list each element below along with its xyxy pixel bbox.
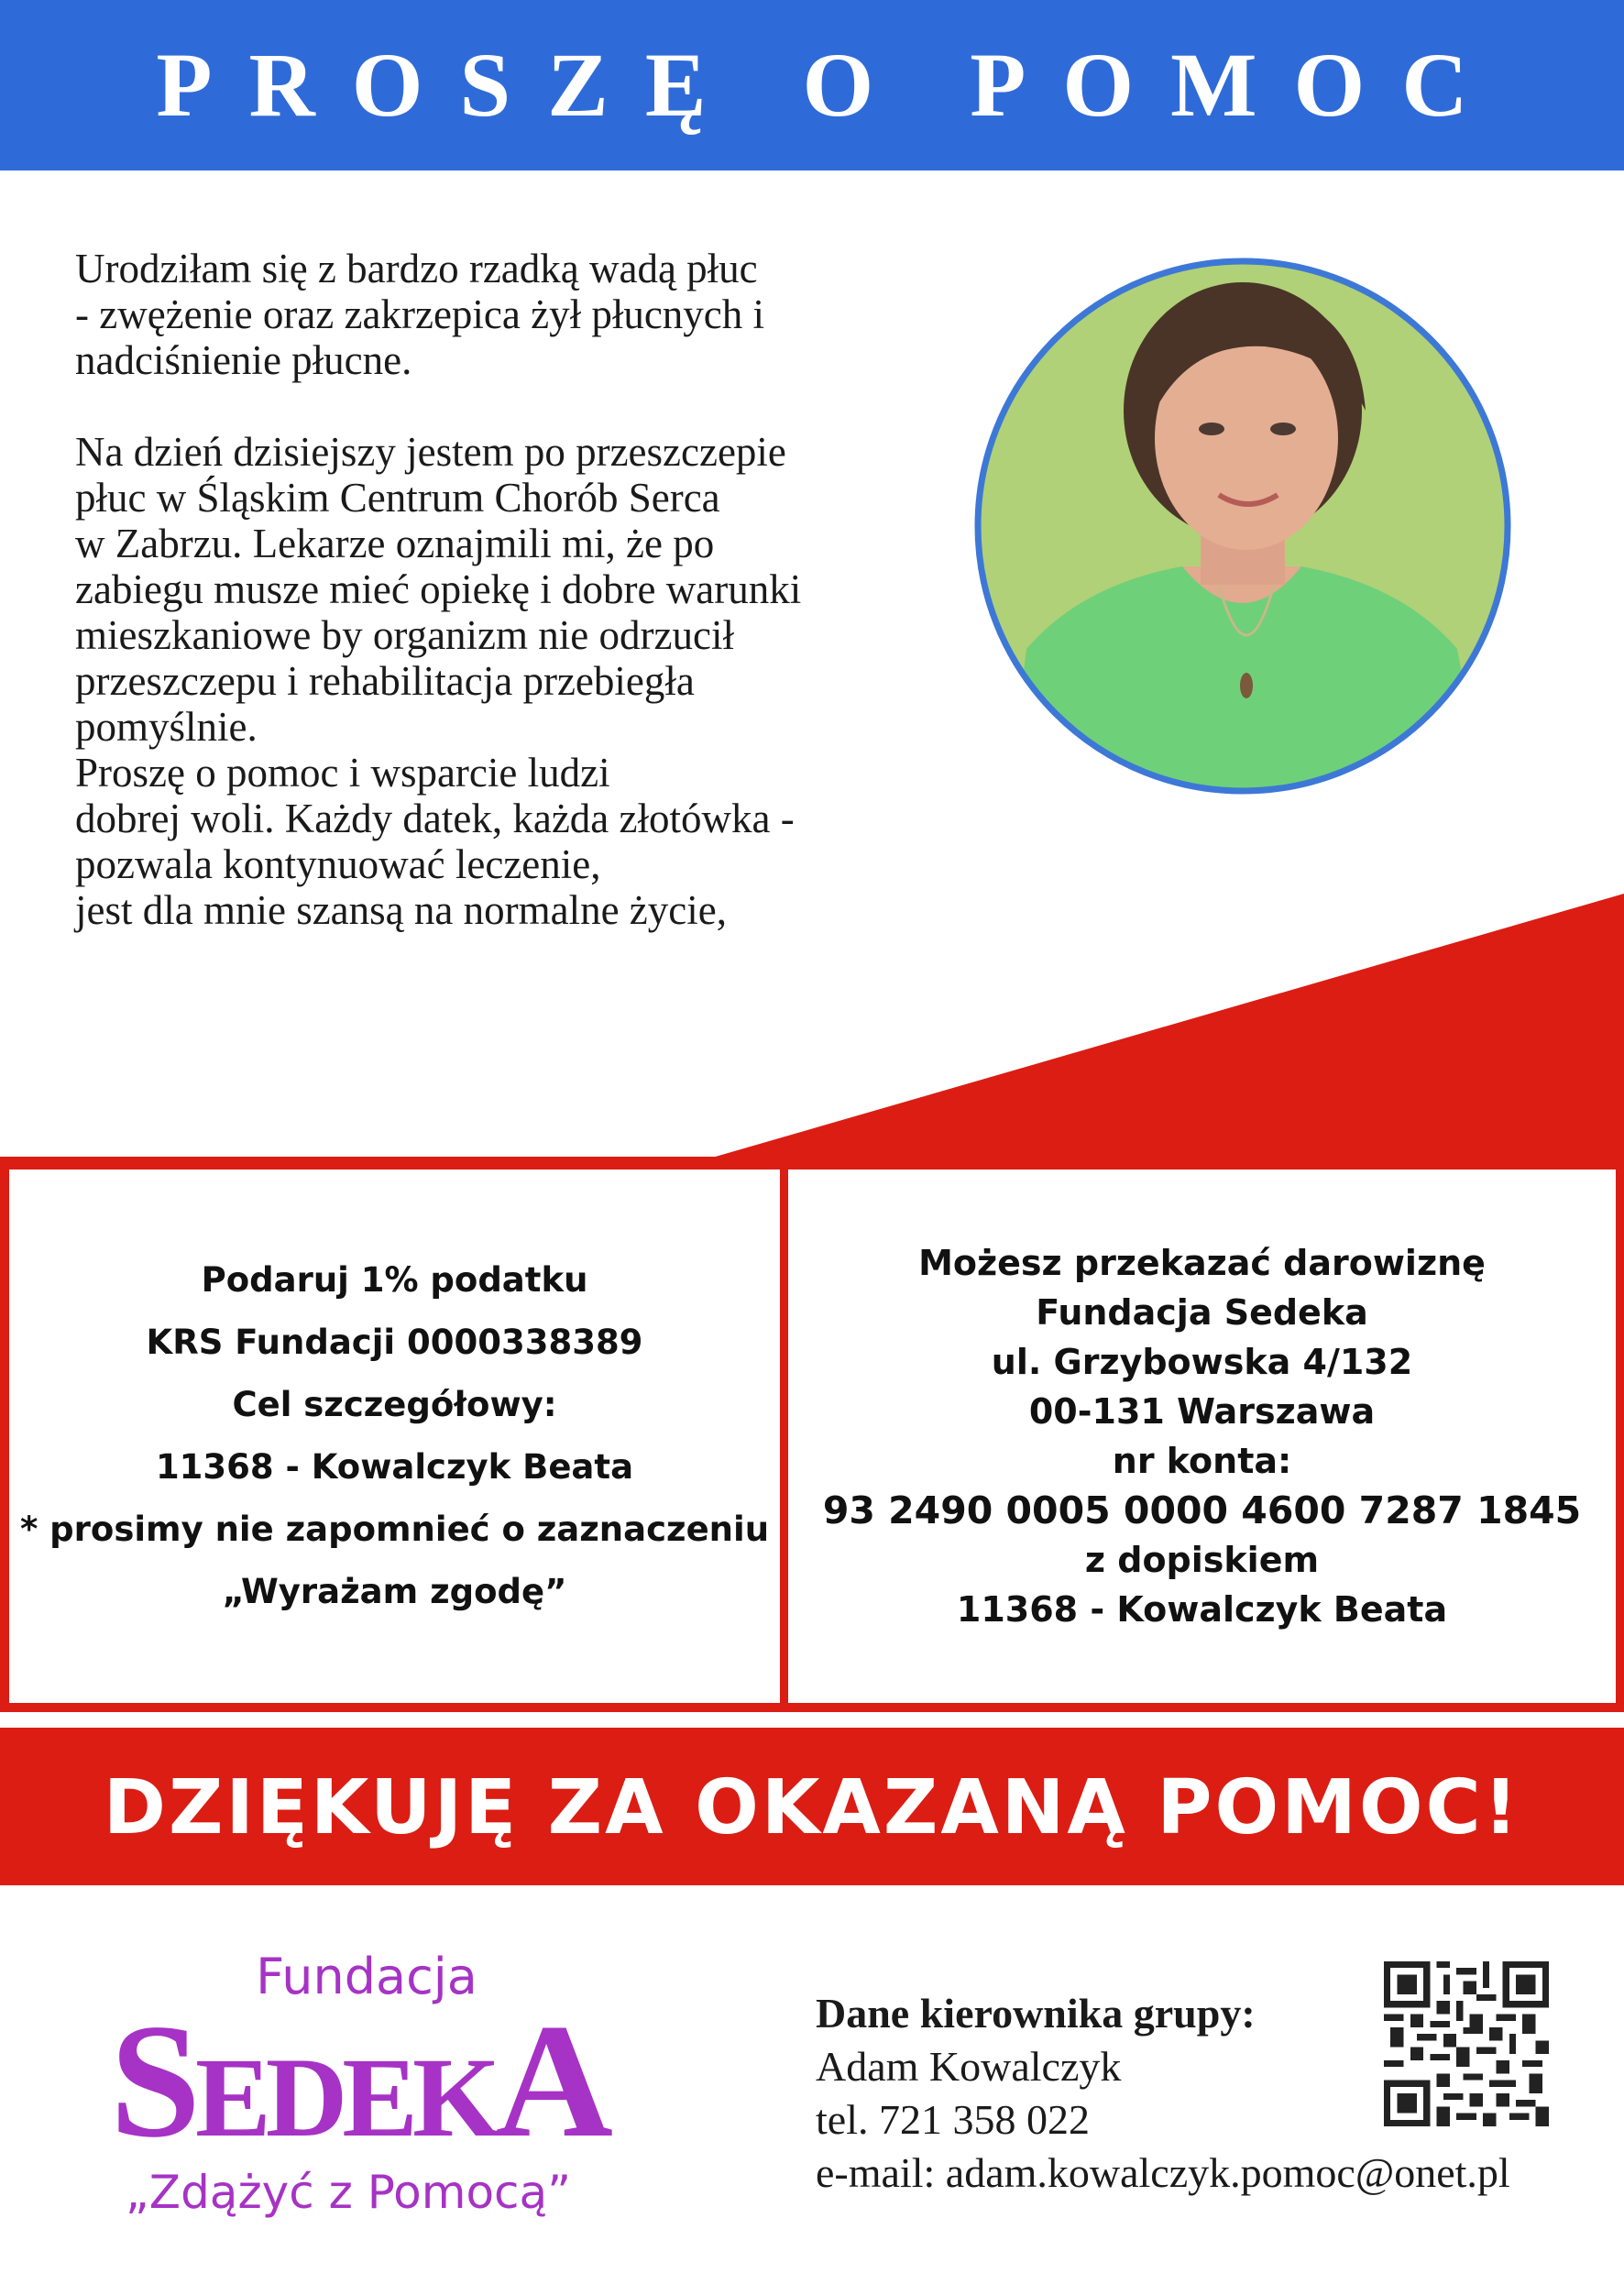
contact-heading: Dane kierownika grupy: [816,1990,1256,2037]
story-line: Na dzień dzisiejszy jestem po przeszczepie [75,429,786,475]
tax-box-line: Cel szczegółowy: [232,1385,557,1424]
contact-name: Adam Kowalczyk [816,2043,1122,2090]
story-line: jest dla mnie szansą na normalne życie, [75,887,727,933]
story-line: Urodziłam się z bardzo rzadką wadą płuc [75,246,758,291]
donation-box-line: nr konta: [1112,1441,1292,1481]
story-paragraph-gap [75,383,992,429]
tax-box-line: KRS Fundacji 0000338389 [146,1323,643,1362]
donation-box-line: z dopiskiem [1084,1540,1320,1580]
logo-letters-middle: EDEK [195,2035,496,2160]
story-line: pozwala kontynuować leczenie, [75,841,601,887]
story-line: przeszczepu i rehabilitacja przebiegła [75,658,695,704]
story-line: zabiegu musze mieć opiekę i dobre warunki [75,566,802,612]
page-title: PROSZĘ O POMOC [156,34,1505,136]
logo-fundacja-text: Fundacja [256,1948,477,2005]
bank-transfer-box [788,1169,1616,1703]
logo-letter-first: S [110,1990,195,2171]
donation-box-line: 00-131 Warszawa [1028,1391,1376,1432]
tax-box-line: Podaruj 1% podatku [201,1260,588,1300]
donation-box-line: Fundacja Sedeka [1036,1292,1368,1333]
tax-box-line: 11368 - Kowalczyk Beata [155,1447,634,1487]
logo-tagline: „Zdążyć z Pomocą” [125,2166,572,2219]
story-line: płuc w Śląskim Centrum Chorób Serca [75,475,720,521]
bank-account-number: 93 2490 0005 0000 4600 7287 1845 [822,1488,1582,1532]
contact-phone: tel. 721 358 022 [816,2096,1090,2143]
tax-box-line: * prosimy nie zapomnieć o zaznaczeniu [19,1510,770,1549]
portrait-photo [971,255,1514,797]
story-line: w Zabrzu. Lekarze oznajmili mi, że po [75,521,715,566]
story-line: - zwężenie oraz zakrzepica żył płucnych i [75,291,765,337]
donation-box-line: Możesz przekazać darowiznę [918,1243,1486,1283]
sedeka-logo [110,1990,608,2176]
logo-letter-last: A [495,1990,608,2171]
thanks-banner: DZIĘKUJĘ ZA OKAZANĄ POMOC! [103,1764,1521,1851]
donation-box-line: ul. Grzybowska 4/132 [991,1342,1413,1382]
story-line: mieszkaniowe by organizm nie odrzucił [75,612,734,658]
story-text [75,246,992,933]
red-diagonal-wedge [697,894,1624,1162]
story-line: pomyślnie. [75,704,258,750]
contact-email: e-mail: adam.kowalczyk.pomoc@onet.pl [816,2149,1510,2196]
tax-box-line: „Wyrażam zgodę” [222,1572,567,1611]
story-line: Proszę o pomoc i wsparcie ludzi [75,750,610,796]
donation-box-line: 11368 - Kowalczyk Beata [956,1589,1448,1630]
story-line: dobrej woli. Każdy datek, każda złotówka - [75,796,795,841]
story-line: nadciśnienie płucne. [75,337,412,383]
tax-donation-box [9,1169,780,1703]
qr-code-icon[interactable] [1384,1961,1549,2126]
